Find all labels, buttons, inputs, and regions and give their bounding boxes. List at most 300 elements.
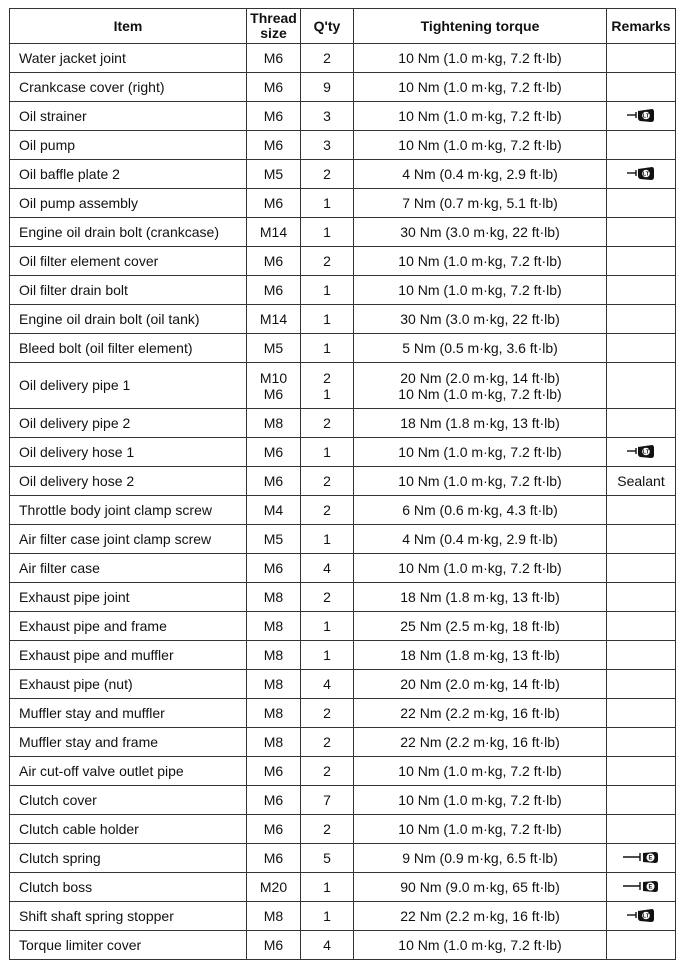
torque-value: 7 Nm (0.7 m·kg, 5.1 ft·lb) xyxy=(402,195,558,211)
qty-value: 2 xyxy=(323,415,331,431)
thread-size-value: M6 xyxy=(263,763,284,779)
thread-size-value: M6 xyxy=(263,108,284,124)
torque-cell xyxy=(354,612,607,641)
torque-cell xyxy=(354,525,607,554)
torque-cell xyxy=(354,931,607,960)
torque-value: 18 Nm (1.8 m·kg, 13 ft·lb) xyxy=(400,647,560,663)
torque-value: 10 Nm (1.0 m·kg, 7.2 ft·lb) xyxy=(398,282,562,298)
remarks-cell xyxy=(607,467,676,496)
item-cell: Clutch boss xyxy=(10,873,247,902)
item-cell: Clutch cover xyxy=(10,786,247,815)
qty-value: 1 xyxy=(323,385,331,402)
thread-size-cell xyxy=(247,699,301,728)
thread-size-value: M5 xyxy=(263,340,284,356)
table-row xyxy=(10,641,676,670)
engine-oil-icon xyxy=(622,878,660,897)
torque-cell xyxy=(354,873,607,902)
qty-value: 5 xyxy=(323,850,331,866)
table-row xyxy=(10,583,676,612)
torque-value: 4 Nm (0.4 m·kg, 2.9 ft·lb) xyxy=(402,531,558,547)
remarks-cell xyxy=(607,641,676,670)
table-header-row xyxy=(10,9,676,44)
torque-spec-table xyxy=(9,8,676,960)
thread-size-value: M8 xyxy=(263,734,284,750)
qty-cell xyxy=(301,218,354,247)
qty-cell xyxy=(301,409,354,438)
torque-value: 10 Nm (1.0 m·kg, 7.2 ft·lb) xyxy=(398,253,562,269)
thread-size-value: M4 xyxy=(263,502,284,518)
item-cell: Muffler stay and muffler xyxy=(10,699,247,728)
remarks-cell xyxy=(607,160,676,189)
qty-cell xyxy=(301,438,354,467)
thread-size-value: M8 xyxy=(263,589,284,605)
locktite-icon xyxy=(626,443,656,462)
table-row xyxy=(10,44,676,73)
torque-value: 10 Nm (1.0 m·kg, 7.2 ft·lb) xyxy=(398,137,562,153)
torque-cell xyxy=(354,218,607,247)
svg-text:E: E xyxy=(648,855,653,862)
torque-value: 10 Nm (1.0 m·kg, 7.2 ft·lb) xyxy=(398,444,562,460)
thread-size-cell xyxy=(247,728,301,757)
thread-size-value: M6 xyxy=(263,282,284,298)
remarks-cell xyxy=(607,438,676,467)
thread-size-value: M6 xyxy=(263,937,284,953)
torque-cell xyxy=(354,641,607,670)
remarks-cell xyxy=(607,554,676,583)
thread-size-cell xyxy=(247,612,301,641)
torque-value: 10 Nm (1.0 m·kg, 7.2 ft·lb) xyxy=(398,385,562,402)
table-row xyxy=(10,247,676,276)
item-cell: Oil delivery hose 1 xyxy=(10,438,247,467)
item-cell: Oil delivery hose 2 xyxy=(10,467,247,496)
item-cell: Shift shaft spring stopper xyxy=(10,902,247,931)
remarks-cell xyxy=(607,583,676,612)
torque-value: 18 Nm (1.8 m·kg, 13 ft·lb) xyxy=(400,589,560,605)
table-row xyxy=(10,844,676,873)
item-cell: Oil delivery pipe 1 xyxy=(10,363,247,409)
thread-size-cell xyxy=(247,554,301,583)
torque-cell xyxy=(354,409,607,438)
remarks-cell xyxy=(607,931,676,960)
torque-cell xyxy=(354,467,607,496)
torque-value: 90 Nm (9.0 m·kg, 65 ft·lb) xyxy=(400,879,560,895)
thread-size-cell xyxy=(247,931,301,960)
thread-size-value: M6 xyxy=(263,385,284,402)
qty-value: 2 xyxy=(323,502,331,518)
thread-size-value: M8 xyxy=(263,647,284,663)
table-row xyxy=(10,496,676,525)
remarks-cell xyxy=(607,612,676,641)
qty-value: 3 xyxy=(323,137,331,153)
locktite-icon xyxy=(626,907,656,926)
qty-value: 1 xyxy=(323,195,331,211)
thread-size-cell xyxy=(247,844,301,873)
remarks-cell xyxy=(607,305,676,334)
remarks-cell xyxy=(607,247,676,276)
thread-size-value: M6 xyxy=(263,850,284,866)
torque-cell xyxy=(354,102,607,131)
table-row xyxy=(10,670,676,699)
torque-value: 22 Nm (2.2 m·kg, 16 ft·lb) xyxy=(400,908,560,924)
torque-cell xyxy=(354,276,607,305)
table-row xyxy=(10,931,676,960)
torque-cell xyxy=(354,583,607,612)
thread-size-cell xyxy=(247,247,301,276)
remarks-cell xyxy=(607,218,676,247)
remarks-cell xyxy=(607,334,676,363)
thread-size-cell xyxy=(247,786,301,815)
qty-cell xyxy=(301,102,354,131)
thread-size-value: M8 xyxy=(263,908,284,924)
torque-cell xyxy=(354,334,607,363)
table-row xyxy=(10,305,676,334)
item-cell: Clutch cable holder xyxy=(10,815,247,844)
qty-cell xyxy=(301,844,354,873)
qty-cell xyxy=(301,554,354,583)
thread-size-cell xyxy=(247,583,301,612)
item-cell: Engine oil drain bolt (crankcase) xyxy=(10,218,247,247)
item-cell: Muffler stay and frame xyxy=(10,728,247,757)
torque-value: 25 Nm (2.5 m·kg, 18 ft·lb) xyxy=(400,618,560,634)
torque-value: 10 Nm (1.0 m·kg, 7.2 ft·lb) xyxy=(398,792,562,808)
qty-cell xyxy=(301,363,354,409)
header-thread-line2: size xyxy=(260,25,287,41)
thread-size-cell xyxy=(247,189,301,218)
thread-size-value: M6 xyxy=(263,137,284,153)
thread-size-value: M8 xyxy=(263,705,284,721)
qty-cell xyxy=(301,786,354,815)
qty-cell xyxy=(301,525,354,554)
table-row xyxy=(10,902,676,931)
qty-value: 1 xyxy=(323,224,331,240)
torque-value: 4 Nm (0.4 m·kg, 2.9 ft·lb) xyxy=(402,166,558,182)
header-torque: Tightening torque xyxy=(354,9,607,44)
thread-size-cell xyxy=(247,276,301,305)
remarks-cell xyxy=(607,815,676,844)
item-cell: Oil pump assembly xyxy=(10,189,247,218)
torque-cell xyxy=(354,670,607,699)
torque-value: 10 Nm (1.0 m·kg, 7.2 ft·lb) xyxy=(398,79,562,95)
qty-cell xyxy=(301,44,354,73)
thread-size-cell xyxy=(247,363,301,409)
item-cell: Oil strainer xyxy=(10,102,247,131)
torque-value: 20 Nm (2.0 m·kg, 14 ft·lb) xyxy=(400,369,560,386)
item-cell: Crankcase cover (right) xyxy=(10,73,247,102)
header-remarks: Remarks xyxy=(607,9,676,44)
thread-size-value: M14 xyxy=(259,224,288,240)
qty-value: 4 xyxy=(323,676,331,692)
qty-cell xyxy=(301,305,354,334)
qty-value: 1 xyxy=(323,647,331,663)
svg-text:LT: LT xyxy=(642,913,650,920)
table-row xyxy=(10,873,676,902)
svg-text:LT: LT xyxy=(642,171,650,178)
qty-value: 1 xyxy=(323,618,331,634)
item-cell: Oil delivery pipe 2 xyxy=(10,409,247,438)
thread-size-cell xyxy=(247,496,301,525)
remarks-cell xyxy=(607,728,676,757)
item-cell: Air filter case joint clamp screw xyxy=(10,525,247,554)
qty-value: 2 xyxy=(323,589,331,605)
qty-cell xyxy=(301,815,354,844)
remarks-cell xyxy=(607,102,676,131)
qty-cell xyxy=(301,641,354,670)
qty-cell xyxy=(301,670,354,699)
qty-value: 2 xyxy=(323,253,331,269)
locktite-icon xyxy=(626,107,656,126)
table-row xyxy=(10,612,676,641)
thread-size-value: M8 xyxy=(263,415,284,431)
table-row xyxy=(10,276,676,305)
torque-cell xyxy=(354,699,607,728)
thread-size-cell xyxy=(247,467,301,496)
torque-cell xyxy=(354,247,607,276)
torque-value: 10 Nm (1.0 m·kg, 7.2 ft·lb) xyxy=(398,108,562,124)
torque-value: 18 Nm (1.8 m·kg, 13 ft·lb) xyxy=(400,415,560,431)
item-cell: Exhaust pipe (nut) xyxy=(10,670,247,699)
torque-cell xyxy=(354,786,607,815)
thread-size-cell xyxy=(247,757,301,786)
item-cell: Oil filter element cover xyxy=(10,247,247,276)
qty-value: 4 xyxy=(323,937,331,953)
qty-cell xyxy=(301,496,354,525)
table-row xyxy=(10,438,676,467)
remarks-cell xyxy=(607,363,676,409)
thread-size-cell xyxy=(247,160,301,189)
thread-size-value: M14 xyxy=(259,311,288,327)
thread-size-value: M6 xyxy=(263,444,284,460)
table-row xyxy=(10,699,676,728)
remarks-cell xyxy=(607,189,676,218)
qty-value: 3 xyxy=(323,108,331,124)
thread-size-cell xyxy=(247,131,301,160)
torque-cell xyxy=(354,757,607,786)
remarks-cell xyxy=(607,670,676,699)
thread-size-cell xyxy=(247,409,301,438)
table-row xyxy=(10,363,676,409)
thread-size-cell xyxy=(247,334,301,363)
table-row xyxy=(10,160,676,189)
table-row xyxy=(10,815,676,844)
torque-value: 22 Nm (2.2 m·kg, 16 ft·lb) xyxy=(400,705,560,721)
table-row xyxy=(10,334,676,363)
qty-value: 2 xyxy=(323,705,331,721)
thread-size-value: M8 xyxy=(263,676,284,692)
thread-size-cell xyxy=(247,438,301,467)
remarks-cell xyxy=(607,44,676,73)
qty-cell xyxy=(301,334,354,363)
qty-value: 1 xyxy=(323,879,331,895)
qty-cell xyxy=(301,160,354,189)
torque-value: 10 Nm (1.0 m·kg, 7.2 ft·lb) xyxy=(398,560,562,576)
header-thread-line1: Thread xyxy=(250,10,297,26)
thread-size-cell xyxy=(247,815,301,844)
thread-size-value: M6 xyxy=(263,50,284,66)
torque-cell xyxy=(354,438,607,467)
qty-value: 1 xyxy=(323,282,331,298)
table-row xyxy=(10,131,676,160)
thread-size-value: M5 xyxy=(263,166,284,182)
torque-cell xyxy=(354,44,607,73)
qty-cell xyxy=(301,902,354,931)
torque-cell xyxy=(354,554,607,583)
qty-cell xyxy=(301,873,354,902)
remarks-cell xyxy=(607,699,676,728)
qty-value: 9 xyxy=(323,79,331,95)
qty-value: 1 xyxy=(323,340,331,356)
locktite-icon xyxy=(626,165,656,184)
qty-value: 1 xyxy=(323,444,331,460)
table-row xyxy=(10,189,676,218)
table-row xyxy=(10,467,676,496)
table-row xyxy=(10,73,676,102)
torque-cell xyxy=(354,160,607,189)
torque-cell xyxy=(354,363,607,409)
torque-cell xyxy=(354,305,607,334)
remarks-cell xyxy=(607,786,676,815)
qty-cell xyxy=(301,131,354,160)
torque-value: 10 Nm (1.0 m·kg, 7.2 ft·lb) xyxy=(398,50,562,66)
qty-cell xyxy=(301,612,354,641)
item-cell: Oil pump xyxy=(10,131,247,160)
torque-value: 30 Nm (3.0 m·kg, 22 ft·lb) xyxy=(400,311,560,327)
torque-cell xyxy=(354,73,607,102)
thread-size-value: M10 xyxy=(259,369,288,386)
thread-size-value: M6 xyxy=(263,195,284,211)
torque-cell xyxy=(354,902,607,931)
torque-cell xyxy=(354,815,607,844)
remarks-cell xyxy=(607,409,676,438)
item-cell: Clutch spring xyxy=(10,844,247,873)
svg-text:E: E xyxy=(648,884,653,891)
thread-size-value: M6 xyxy=(263,473,284,489)
torque-cell xyxy=(354,189,607,218)
item-cell: Oil baffle plate 2 xyxy=(10,160,247,189)
table-row xyxy=(10,786,676,815)
thread-size-cell xyxy=(247,873,301,902)
remarks-cell xyxy=(607,131,676,160)
thread-size-value: M6 xyxy=(263,253,284,269)
thread-size-cell xyxy=(247,305,301,334)
item-cell: Throttle body joint clamp screw xyxy=(10,496,247,525)
torque-cell xyxy=(354,728,607,757)
item-cell: Bleed bolt (oil filter element) xyxy=(10,334,247,363)
table-row xyxy=(10,757,676,786)
item-cell: Exhaust pipe and frame xyxy=(10,612,247,641)
qty-value: 1 xyxy=(323,908,331,924)
qty-cell xyxy=(301,583,354,612)
remarks-cell xyxy=(607,844,676,873)
item-cell: Oil filter drain bolt xyxy=(10,276,247,305)
thread-size-cell xyxy=(247,102,301,131)
torque-value: 5 Nm (0.5 m·kg, 3.6 ft·lb) xyxy=(402,340,558,356)
thread-size-cell xyxy=(247,641,301,670)
thread-size-value: M8 xyxy=(263,618,284,634)
item-cell: Air cut-off valve outlet pipe xyxy=(10,757,247,786)
thread-size-value: M6 xyxy=(263,821,284,837)
table-row xyxy=(10,554,676,583)
table-row xyxy=(10,102,676,131)
torque-value: 10 Nm (1.0 m·kg, 7.2 ft·lb) xyxy=(398,763,562,779)
item-cell: Air filter case xyxy=(10,554,247,583)
table-row xyxy=(10,728,676,757)
qty-value: 2 xyxy=(323,166,331,182)
qty-cell xyxy=(301,276,354,305)
remarks-cell xyxy=(607,496,676,525)
header-thread-size xyxy=(247,9,301,44)
qty-value: 4 xyxy=(323,560,331,576)
qty-value: 2 xyxy=(323,763,331,779)
remarks-cell xyxy=(607,525,676,554)
item-cell: Engine oil drain bolt (oil tank) xyxy=(10,305,247,334)
thread-size-value: M20 xyxy=(259,879,288,895)
qty-value: 2 xyxy=(323,50,331,66)
thread-size-value: M5 xyxy=(263,531,284,547)
torque-value: 30 Nm (3.0 m·kg, 22 ft·lb) xyxy=(400,224,560,240)
qty-value: 2 xyxy=(323,473,331,489)
torque-cell xyxy=(354,496,607,525)
qty-cell xyxy=(301,467,354,496)
header-item: Item xyxy=(10,9,247,44)
torque-cell xyxy=(354,844,607,873)
torque-value: 22 Nm (2.2 m·kg, 16 ft·lb) xyxy=(400,734,560,750)
torque-value: 9 Nm (0.9 m·kg, 6.5 ft·lb) xyxy=(402,850,558,866)
item-cell: Exhaust pipe joint xyxy=(10,583,247,612)
svg-text:LT: LT xyxy=(642,449,650,456)
qty-value: 7 xyxy=(323,792,331,808)
item-cell: Torque limiter cover xyxy=(10,931,247,960)
torque-value: 20 Nm (2.0 m·kg, 14 ft·lb) xyxy=(400,676,560,692)
svg-text:LT: LT xyxy=(642,113,650,120)
table-row xyxy=(10,409,676,438)
remarks-cell xyxy=(607,757,676,786)
table-row xyxy=(10,525,676,554)
qty-value: 2 xyxy=(323,821,331,837)
qty-cell xyxy=(301,247,354,276)
qty-cell xyxy=(301,73,354,102)
qty-cell xyxy=(301,931,354,960)
qty-value: 1 xyxy=(323,311,331,327)
thread-size-cell xyxy=(247,670,301,699)
item-cell: Water jacket joint xyxy=(10,44,247,73)
table-row xyxy=(10,218,676,247)
remarks-cell xyxy=(607,73,676,102)
remarks-cell xyxy=(607,873,676,902)
qty-cell xyxy=(301,189,354,218)
remarks-cell xyxy=(607,276,676,305)
qty-cell xyxy=(301,757,354,786)
thread-size-value: M6 xyxy=(263,79,284,95)
qty-cell xyxy=(301,699,354,728)
remarks-cell xyxy=(607,902,676,931)
thread-size-cell xyxy=(247,44,301,73)
qty-value: 1 xyxy=(323,531,331,547)
qty-cell xyxy=(301,728,354,757)
thread-size-cell xyxy=(247,525,301,554)
remark-text: Sealant xyxy=(617,472,665,489)
thread-size-cell xyxy=(247,902,301,931)
thread-size-value: M6 xyxy=(263,792,284,808)
thread-size-value: M6 xyxy=(263,560,284,576)
torque-value: 6 Nm (0.6 m·kg, 4.3 ft·lb) xyxy=(402,502,558,518)
qty-value: 2 xyxy=(323,369,331,386)
thread-size-cell xyxy=(247,218,301,247)
item-cell: Exhaust pipe and muffler xyxy=(10,641,247,670)
torque-value: 10 Nm (1.0 m·kg, 7.2 ft·lb) xyxy=(398,473,562,489)
torque-cell xyxy=(354,131,607,160)
header-qty: Q'ty xyxy=(301,9,354,44)
thread-size-cell xyxy=(247,73,301,102)
